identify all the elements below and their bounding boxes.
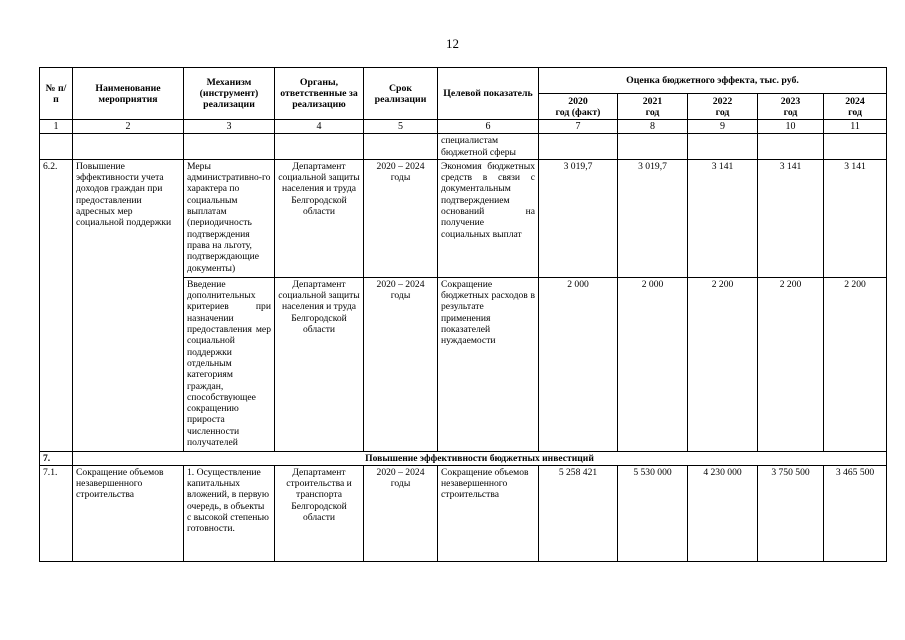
table-row: [40, 159, 887, 277]
header-term: Срок реализации: [364, 68, 438, 120]
column-number: 11: [824, 120, 887, 134]
row-target: Сокращение объемов незавершенного строительства: [438, 465, 539, 561]
header-year-2020: 2020 год (факт): [539, 94, 618, 120]
column-number: 6: [438, 120, 539, 134]
header-year-2021: 2021 год: [618, 94, 688, 120]
column-number: 10: [758, 120, 824, 134]
row-value-2022: 4 230 000: [688, 465, 758, 561]
column-number-row: [40, 120, 887, 134]
row-value-2021: 5 530 000: [618, 465, 688, 561]
row-term: 2020 – 2024 годы: [364, 277, 438, 451]
page-number: 12: [446, 36, 459, 51]
section-title: Повышение эффективности бюджетных инвестиций: [73, 451, 887, 465]
row-value-2024: 2 200: [824, 277, 887, 451]
row-value-2022: 3 141: [688, 159, 758, 277]
column-number: 3: [184, 120, 275, 134]
header-year-2024: 2024 год: [824, 94, 887, 120]
row-value-2020: 5 258 421: [539, 465, 618, 561]
row-value-2023: 3 750 500: [758, 465, 824, 561]
header-target: Целевой показатель: [438, 68, 539, 120]
budget-effect-table: [39, 67, 887, 562]
column-number: 7: [539, 120, 618, 134]
header-year-2022: 2022 год: [688, 94, 758, 120]
row-bodies: Департамент социальной защиты населения и труда Белгородской области: [275, 159, 364, 277]
header-name: Наименование мероприятия: [73, 68, 184, 120]
row-value-2020: 2 000: [539, 277, 618, 451]
row-bodies: Департамент строительства и транспорта Белгородской области: [275, 465, 364, 561]
row-name: Повышение эффективности учета доходов граждан при предоставлении адресных мер социальной поддержки: [73, 159, 184, 451]
row-target: Сокращение бюджетных расходов в результате применения показателей нуждаемости: [438, 277, 539, 451]
header-mechanism: Механизм (инструмент) реализации: [184, 68, 275, 120]
row-target: Экономия бюджетных средств в связи с документальным подтверждением оснований на получение социальных выплат: [438, 159, 539, 277]
row-term: 2020 – 2024 годы: [364, 159, 438, 277]
row-mechanism: Меры административно-го характера по социальным выплатам (периодичность подтверждения права на льготу, подтверждающие документы): [184, 159, 275, 277]
column-number: 8: [618, 120, 688, 134]
header-bodies: Органы, ответственные за реализацию: [275, 68, 364, 120]
row-value-2021: 2 000: [618, 277, 688, 451]
row-value-2024: 3 141: [824, 159, 887, 277]
header-budget-effect: Оценка бюджетного эффекта, тыс. руб.: [539, 68, 887, 94]
column-number: 9: [688, 120, 758, 134]
column-number: 1: [40, 120, 73, 134]
row-mechanism: Введение дополнительных критериев при назначении предоставления мер социальной поддержки отдельным категориям граждан, способствующее сокращению прироста численности получателей: [184, 277, 275, 451]
row-value-2020: 3 019,7: [539, 159, 618, 277]
header-year-2023: 2023 год: [758, 94, 824, 120]
continuation-row: [40, 134, 887, 160]
column-number: 4: [275, 120, 364, 134]
column-number: 2: [73, 120, 184, 134]
row-value-2024: 3 465 500: [824, 465, 887, 561]
row-mechanism: 1. Осуществление капитальных вложений, в первую очередь, в объекты с высокой степенью готовности.: [184, 465, 275, 561]
row-value-2022: 2 200: [688, 277, 758, 451]
continuation-target: специалистам бюджетной сферы: [438, 134, 539, 160]
row-term: 2020 – 2024 годы: [364, 465, 438, 561]
row-num: 6.2.: [40, 159, 73, 451]
table-row: [40, 465, 887, 561]
row-value-2023: 3 141: [758, 159, 824, 277]
row-num: 7.1.: [40, 465, 73, 561]
section-row: [40, 451, 887, 465]
column-number: 5: [364, 120, 438, 134]
row-value-2021: 3 019,7: [618, 159, 688, 277]
section-num: 7.: [40, 451, 73, 465]
row-bodies: Департамент социальной защиты населения и труда Белгородской области: [275, 277, 364, 451]
row-value-2023: 2 200: [758, 277, 824, 451]
row-name: Сокращение объемов незавершенного строительства: [73, 465, 184, 561]
header-num: № п/п: [40, 68, 73, 120]
